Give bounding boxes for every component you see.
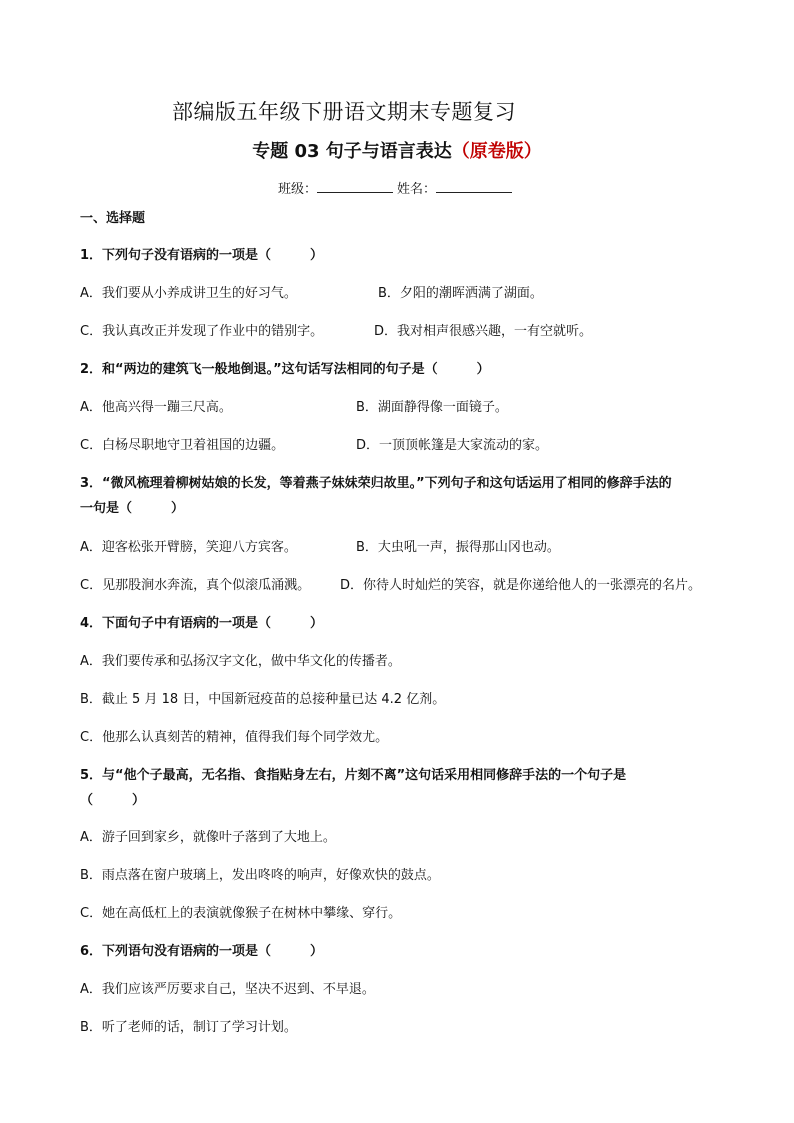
question-5-option-c: C．她在高低杠上的表演就像猴子在树林中攀缘、穿行。 [80,906,402,921]
question-4-stem: 4．下面句子中有语病的一项是（ ） [80,616,324,631]
question-1-option-d: D．我对相声很感兴趣，一有空就听。 [374,324,593,339]
subtitle-tag: （原卷版） [451,141,542,162]
question-6-stem: 6．下列语句没有语病的一项是（ ） [80,944,324,959]
name-label: 姓名： [397,182,437,197]
question-5-stem-line-1: 5．与“他个子最高，无名指、食指贴身左右，片刻不离”这句话采用相同修辞手法的一个句子是 [80,768,627,783]
question-2-option-a: A．他高兴得一蹦三尺高。 [80,400,232,415]
question-5-stem-line-2: （ ） [80,793,146,808]
question-1-option-b: B．夕阳的潮晖洒满了湖面。 [378,286,543,301]
question-3-option-d: D．你待人时灿烂的笑容，就是你递给他人的一张漂亮的名片。 [340,578,702,593]
question-6-option-b: B．听了老师的话，制订了学习计划。 [80,1020,297,1035]
question-4-option-b: B．截止 5 月 18 日，中国新冠疫苗的总接种量已达 4.2 亿剂。 [80,692,446,707]
class-blank[interactable] [317,180,393,193]
section-heading: 一、选择题 [80,211,146,226]
question-3-stem-line-1: 3．“微风梳理着柳树姑娘的长发，等着燕子妹妹荣归故里。”下列句子和这句话运用了相同的修辞手法的 [80,476,672,491]
question-5-option-b: B．雨点落在窗户玻璃上，发出咚咚的响声，好像欢快的鼓点。 [80,868,440,883]
question-4-option-c: C．他那么认真刻苦的精神，值得我们每个同学效尤。 [80,730,389,745]
question-2-stem: 2．和“两边的建筑飞一般地倒退。”这句话写法相同的句子是（ ） [80,362,490,377]
question-5-option-a: A．游子回到家乡，就像叶子落到了大地上。 [80,830,336,845]
question-1-option-c: C．我认真改正并发现了作业中的错别字。 [80,324,324,339]
question-3-option-c: C．见那股涧水奔流，真个似滚瓜涌溅。 [80,578,311,593]
class-label: 班级： [277,182,317,197]
class-name-line [0,178,794,197]
subtitle-main: 专题 03 句子与语言表达 [252,141,452,162]
question-4-option-a: A．我们要传承和弘扬汉字文化，做中华文化的传播者。 [80,654,401,669]
question-6-option-a: A．我们应该严厉要求自己，坚决不迟到、不早退。 [80,982,375,997]
document-title: 部编版五年级下册语文期末专题复习 [172,100,516,124]
question-3-option-a: A．迎客松张开臂膀，笑迎八方宾客。 [80,540,297,555]
document-subtitle [0,137,794,163]
question-2-option-c: C．白杨尽职地守卫着祖国的边疆。 [80,438,285,453]
question-3-option-b: B．大虫吼一声，振得那山冈也动。 [356,540,560,555]
question-1-stem: 1．下列句子没有语病的一项是（ ） [80,248,324,263]
question-3-stem-line-2: 一句是（ ） [80,501,185,516]
question-2-option-d: D．一顶顶帐篷是大家流动的家。 [356,438,549,453]
question-1-option-a: A．我们要从小养成讲卫生的好习气。 [80,286,297,301]
name-blank[interactable] [436,180,512,193]
question-2-option-b: B．湖面静得像一面镜子。 [356,400,508,415]
